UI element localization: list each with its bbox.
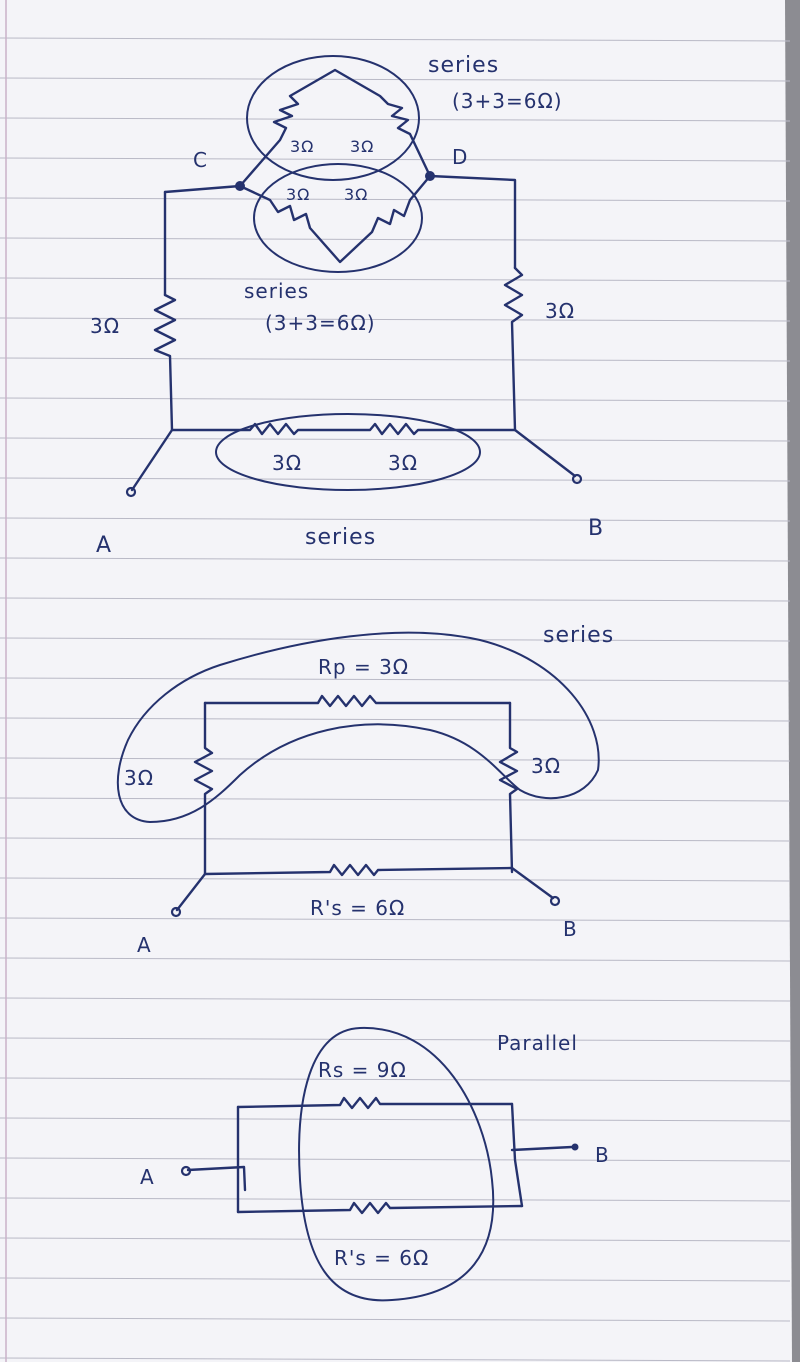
label-rs-prime: R's = 6Ω xyxy=(310,896,406,920)
label-right-resistor: 3Ω xyxy=(545,299,576,323)
label-bottom-r2: 3Ω xyxy=(388,451,419,475)
label-series-mid-equation: (3+3=6Ω) xyxy=(265,311,376,335)
label-terminal-b: B xyxy=(595,1143,610,1167)
label-bottom-r1: 3Ω xyxy=(272,451,303,475)
label-terminal-a: A xyxy=(137,933,152,957)
label-terminal-a: A xyxy=(96,533,113,558)
label-rs-prime: R's = 6Ω xyxy=(334,1246,430,1270)
label-node-d: D xyxy=(452,145,469,169)
label-series-top: series xyxy=(428,53,500,78)
label-terminal-a: A xyxy=(140,1165,155,1189)
label-node-c: C xyxy=(193,148,208,172)
label-parallel: Parallel xyxy=(497,1031,578,1055)
label-inner-r2: 3Ω xyxy=(344,185,369,204)
label-top-r1: 3Ω xyxy=(290,137,315,156)
label-left-resistor: 3Ω xyxy=(90,314,121,338)
label-top-r2: 3Ω xyxy=(350,137,375,156)
terminal-b xyxy=(572,1144,579,1151)
label-series: series xyxy=(543,623,615,648)
label-right-resistor: 3Ω xyxy=(531,754,562,778)
label-series-mid: series xyxy=(244,279,310,303)
label-rp: Rp = 3Ω xyxy=(318,655,410,679)
label-left-resistor: 3Ω xyxy=(124,766,155,790)
label-series-bottom: series xyxy=(305,525,377,550)
label-rs: Rs = 9Ω xyxy=(318,1058,407,1082)
label-terminal-b: B xyxy=(563,917,578,941)
label-inner-r1: 3Ω xyxy=(286,185,311,204)
label-terminal-b: B xyxy=(588,516,605,541)
label-series-top-equation: (3+3=6Ω) xyxy=(452,89,563,113)
